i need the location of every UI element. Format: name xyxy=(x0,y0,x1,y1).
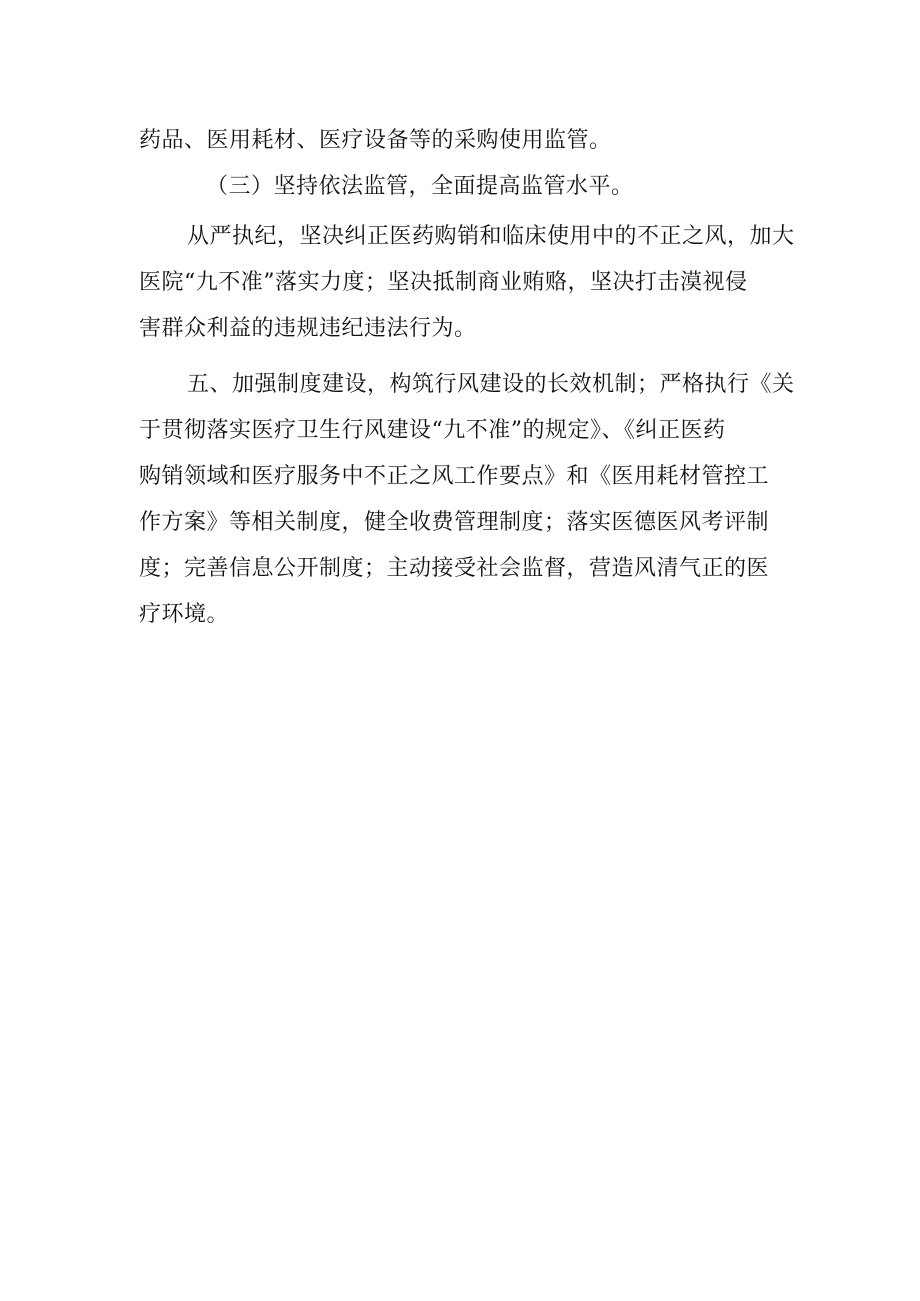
paragraph-system-construction xyxy=(139,362,799,638)
text-line: 作方案》等相关制度，健全收费管理制度；落实医德医风考评制 xyxy=(139,510,770,535)
text-line: 度；完善信息公开制度；主动接受社会监督，营造风清气正的医 xyxy=(139,556,770,581)
text-line: （三）坚持依法监管，全面提高监管水平。 xyxy=(206,174,634,199)
text-line: 于贯彻落实医疗卫生行风建设“九不准”的规定》、《纠正医药 xyxy=(139,418,726,443)
text-line: 害群众利益的违规违纪违法行为。 xyxy=(139,316,477,341)
text-line: 药品、医用耗材、医疗设备等的采购使用监管。 xyxy=(139,128,612,153)
text-line: 医院“九不准”落实力度；坚决抵制商业贿赂，坚决打击漠视侵 xyxy=(139,270,748,295)
paragraph-procurement-supervision xyxy=(139,118,799,164)
text-line: 五、加强制度建设，构筑行风建设的长效机制；严格执行《关 xyxy=(187,372,795,397)
text-line: 购销领域和医疗服务中不正之风工作要点》和《医用耗材管控工 xyxy=(139,464,770,489)
paragraph-strict-discipline xyxy=(139,214,799,352)
text-line: 疗环境。 xyxy=(139,602,230,627)
section-heading-legal-supervision xyxy=(206,164,866,210)
text-line: 从严执纪，坚决纠正医药购销和临床使用中的不正之风，加大 xyxy=(187,224,795,249)
